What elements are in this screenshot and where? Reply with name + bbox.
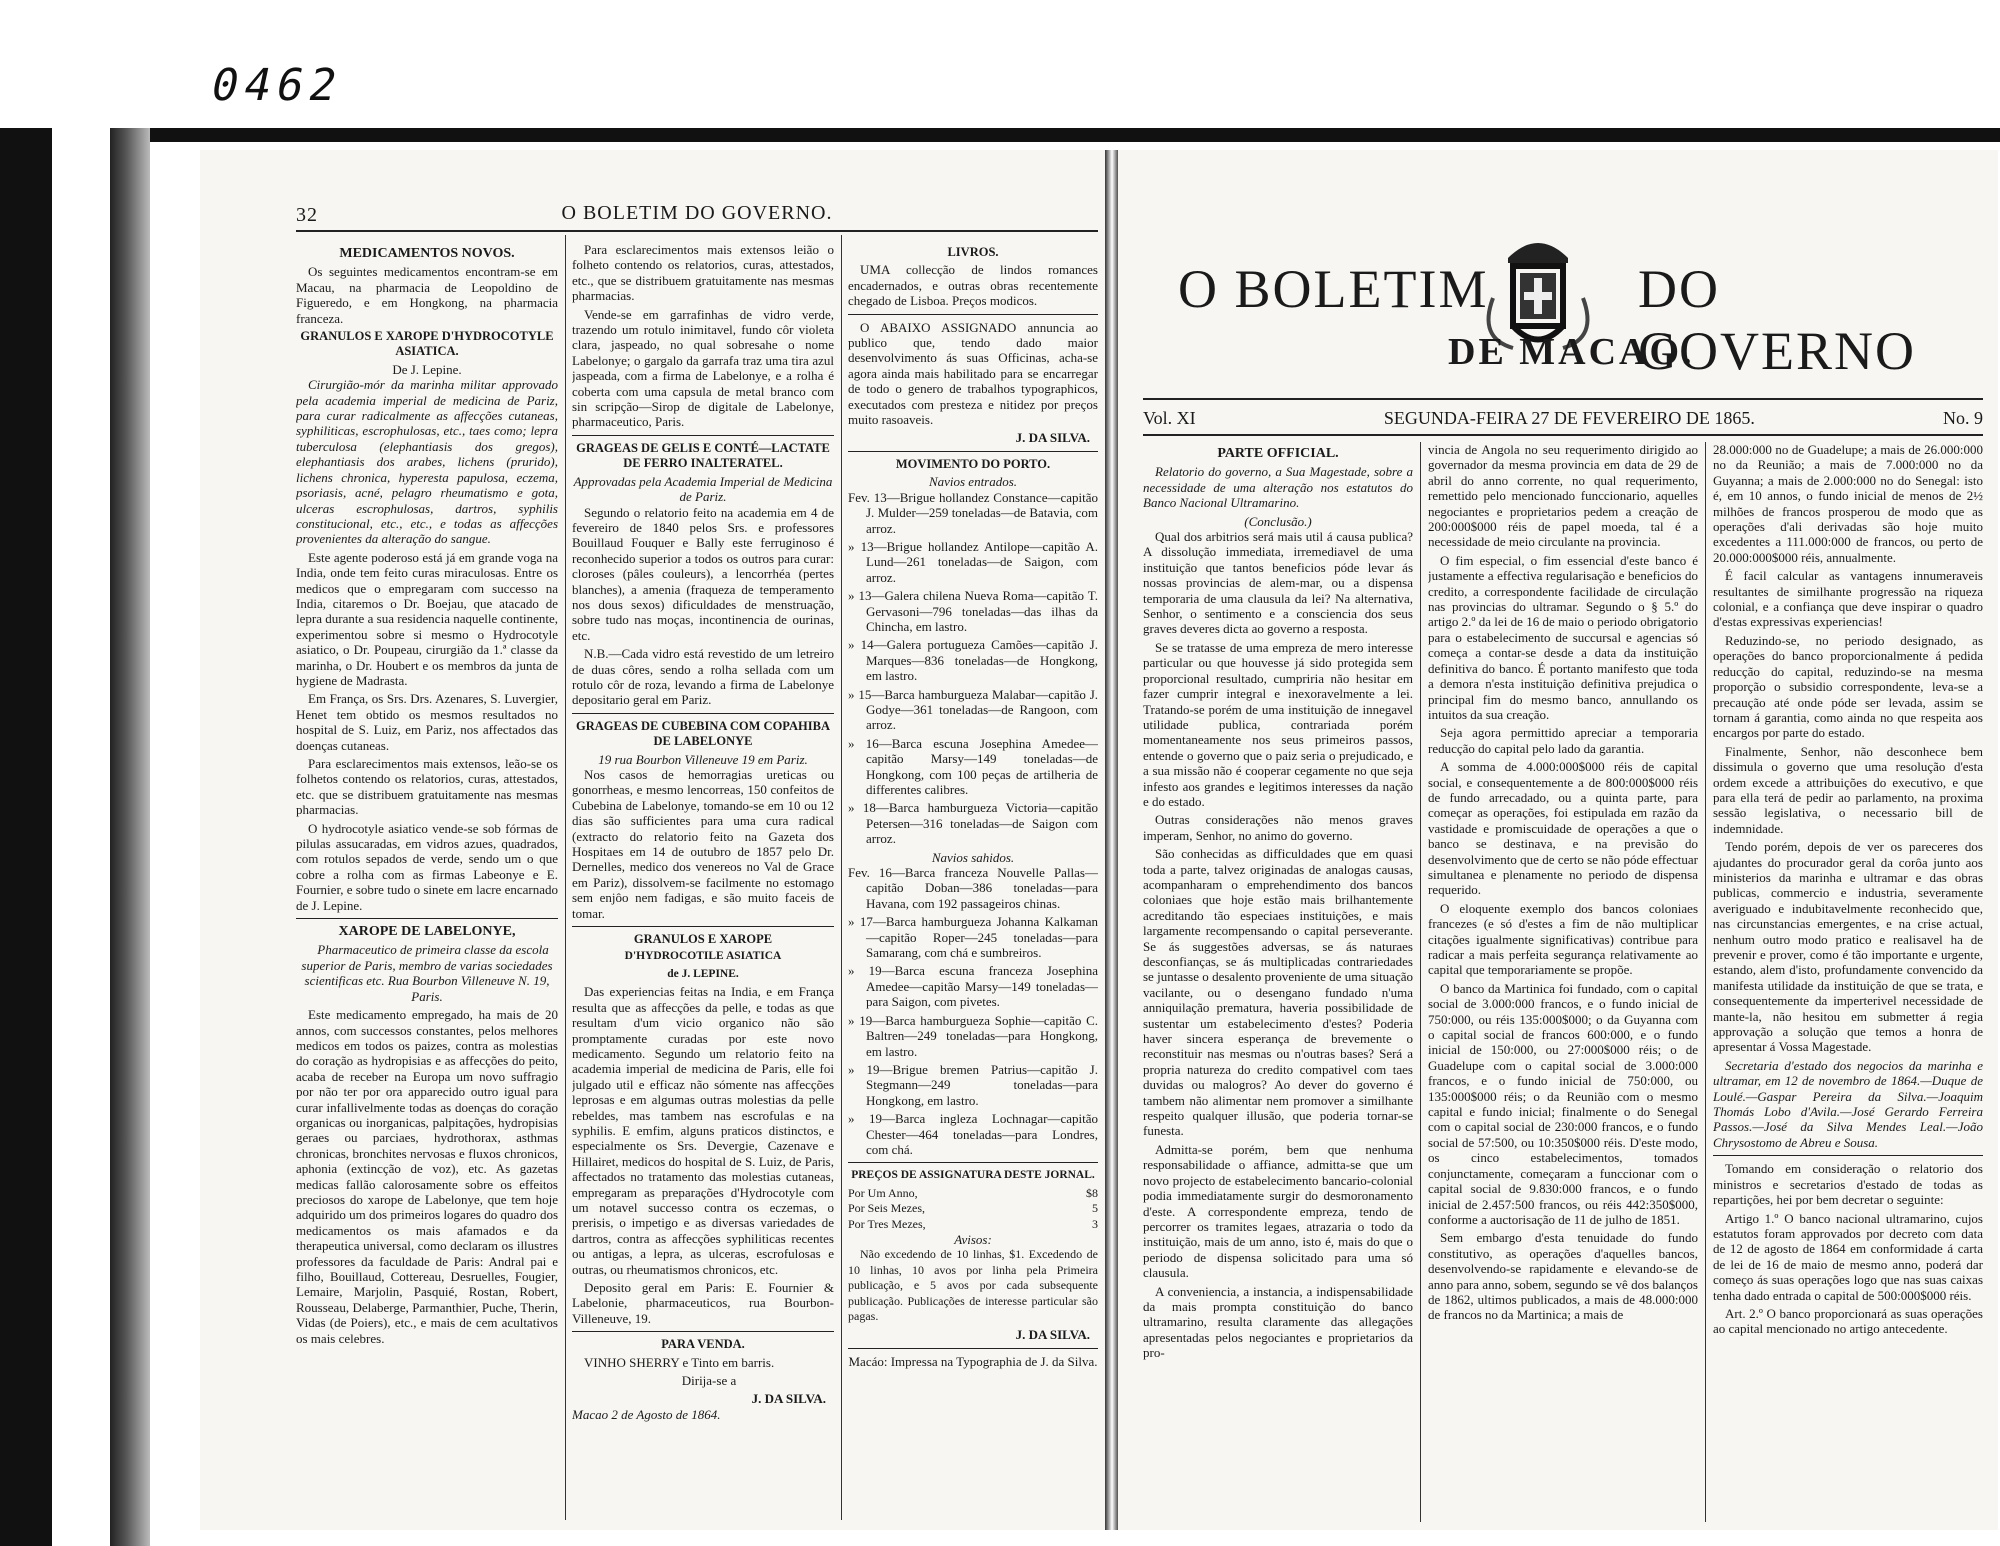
prices-table xyxy=(848,1186,1098,1232)
author-line: De J. Lepine. xyxy=(392,361,462,377)
paragraph: Tomando em consideração o relatorio dos ministros e secretarios d'estado de todas as repartições, hei por bem decretar o seguinte: xyxy=(1713,1161,1983,1208)
left-column-2 xyxy=(572,242,834,1522)
paragraph: Para esclarecimentos mais extensos, leão-se os folhetos contendo os relatorios, curas, attestados, etc. que se distribuem gratuitamente nas mesmas pharmacias. xyxy=(296,756,558,818)
price-row xyxy=(848,1201,1098,1216)
price-label: Por Tres Mezes, xyxy=(848,1216,926,1231)
masthead-title-left: O BOLETIM xyxy=(1178,259,1489,319)
departures-list xyxy=(848,865,1098,1157)
running-head xyxy=(296,200,1098,232)
divider xyxy=(848,1162,1098,1163)
paragraph: vincia de Angola no seu requerimento dirigido ao governador da mesma provincia em data de 29 de abril do anno corrente, no qual requerimento, remettido pelo mencionado funccionario, aquelles negociantes e proprietarios pedem a creação de 200:000$000 réis de papel moeda, tal é a necessidade de meio circulante na provincia. xyxy=(1428,442,1698,550)
shipping-entry: Fev. 16—Barca franceza Nouvelle Pallas—capitão Doban—386 toneladas—para Havana, com 192 passageiros chinas. xyxy=(848,865,1098,911)
left-column-3 xyxy=(848,242,1098,1522)
divider xyxy=(848,314,1098,315)
column-rule xyxy=(841,235,842,1520)
paragraph: Em França, os Srs. Drs. Azenares, S. Luvergier, Henet tem obtido os mesmos resultados no hospital de S. Luiz, em Pariz, nos affectados das doenças cutaneas. xyxy=(296,691,558,753)
paragraph: Qual dos arbitrios será mais util á causa publica? A dissolução immediata, irremediavel de uma instituição que tantos beneficios póde levar ás nossas provincias de alem-mar, ou a dispensa temporaria de uma clausula da lei? Na alternativa, Senhor, o sentimento e a consciencia dos seus graves deveres dicta ao governo a resposta. xyxy=(1143,529,1413,637)
avisos-text: Não excedendo de 10 linhas, $1. Excedendo de 10 linhas, 10 avos por linha pela Primeira publicação, e 5 avos por cada subsequente publicação. Publicações de interesse particular são pagas. xyxy=(848,1247,1098,1323)
page-gutter xyxy=(1105,150,1119,1530)
shipping-entry: » 19—Brigue bremen Patrius—capitão J. Stegmann—249 toneladas—para Hongkong, em lastro. xyxy=(848,1061,1098,1108)
subheading: Navios entrados. xyxy=(928,474,1018,490)
paragraph: Sem embargo d'esta tenuidade do fundo constitutivo, as operações d'aquelles bancos, desenvolvendo-se rapidamente e elevando-se de anno para anno, sobem, segundo se vê dos balanços de 1862, ultimos publicados, a mais de 48.000:000 de francos no da Martinica; a mais de xyxy=(1428,1230,1698,1323)
masthead-title-right: DO GOVERNO xyxy=(1638,259,1916,381)
signature: J. DA SILVA. xyxy=(1015,430,1090,446)
paragraph: A somma de 4.000:000$000 réis de capital social, e consequentemente a de 800:000$000 réis de fundo arrecadado, ou a quinta parte, para começar as operações, foi estipulada em razão da vastidade e promiscuidade de operações a que o banco se destinava, e na previsão do desenvolvimento que de certo se não póde effectuar simultanea e plenamente no periodo de dispensa requerido. xyxy=(1428,759,1698,898)
shipping-entry: » 16—Barca escuna Josephina Amedee—capitão Marsy—149 toneladas—de Hongkong, com 100 peças de artilheria de differentes calibres. xyxy=(848,735,1098,797)
continuation-note: (Conclusão.) xyxy=(1244,513,1312,529)
issue-rule xyxy=(1143,434,1983,436)
paragraph: VINHO SHERRY e Tinto em barris. xyxy=(584,1354,775,1370)
issue-date: SEGUNDA-FEIRA 27 DE FEVEREIRO DE 1865. xyxy=(1383,408,1755,428)
shipping-entry: » 14—Galera portugueza Camões—capitão J. Marques—836 toneladas—de Hongkong, em lastro. xyxy=(848,637,1098,684)
masthead xyxy=(1138,228,1988,388)
paragraph: Pharmaceutico de primeira classe da escola superior de Paris, membro de varias sociedades scientificas etc. Rua Bourbon Villeneuve N. 19, Paris. xyxy=(301,942,553,1004)
paragraph: Tendo porém, depois de ver os pareceres dos ajudantes do procurador geral da corôa junto aos ministerios da marinha e ultramar e das obras publicas, commercio e industria, severamente averiguado e indubitavelmente reconhecido que, nas circunstancias emergentes, e na crise actual, nenhum outro modo pratico e realisavel ha de prevenir e prover, como é tão importante e urgente, estando, alem d'isto, profundamente convencido da manifesta utilidade da instituição de que se trata, e consequentemente da imperterivel necessidade de mante-la, não hesitou em submetter á regia approvação a solução que temos a honra de apresentar á Vossa Magestade. xyxy=(1713,839,1983,1055)
price-row xyxy=(848,1217,1098,1232)
shipping-entry: » 13—Galera chilena Nueva Roma—capitão T. Gervasoni—796 toneladas—das ilhas da Chincha, em lastro. xyxy=(848,588,1098,634)
paragraph: Os seguintes medicamentos encontram-se em Macau, na pharmacia de Leopoldino de Figueredo, e em Hongkong, na pharmacia franceza. xyxy=(296,264,558,326)
subheading: 19 rua Bourbon Villeneuve 19 em Pariz. xyxy=(598,751,808,767)
right-column-1 xyxy=(1143,442,1413,1522)
shipping-entry: » 18—Barca hamburgueza Victoria—capitão Petersen—316 toneladas—de Saigon com arroz. xyxy=(848,800,1098,847)
film-frame-edge xyxy=(110,128,150,1546)
paragraph: O ABAIXO ASSIGNADO annuncia ao publico que, tendo dado maior desenvolvimento ás suas Officinas, acha-se agora ainda mais habilitado para se encarregar de todo o genero de trabalhos typographicos, executados com presteza e nitidez por preços muito rasoaveis. xyxy=(848,319,1098,428)
price-value: 5 xyxy=(1092,1201,1098,1216)
seller-name: J. DA SILVA. xyxy=(751,1391,826,1407)
heading-livros: LIVROS. xyxy=(947,245,999,259)
issue-number: No. 9 xyxy=(1943,408,1983,428)
report-intro: Relatorio do governo, a Sua Magestade, sobre a necessidade de uma alteração nos estatutos do Banco Nacional Ultramarino. xyxy=(1143,464,1413,511)
paragraph: Este agente poderoso está já em grande voga na India, onde tem feito curas miraculosas. Entre os medicos que o empregaram com successo na India, citaremos o Dr. Boejau, que atacado de lepra durante a sua residencia naquelle continente, experimentou sobre si mesmo o Hydrocotyle asiatico, o Dr. Poupeau, cirurgião da 1.ª classe da marinha, o Dr. Houbert e os membros da junta de hygiene de Madrasta. xyxy=(296,549,558,688)
author-line: de J. LEPINE. xyxy=(667,967,739,980)
paragraph: 28.000:000 no de Guadelupe; a mais de 26.000:000 no da Reunião; a mais de 7.000:000 no da Guyanna; a mais de 2.000:000 no do Senegal: isto é, em 10 annos, o fundo inicial de menos de 2½ milhões de francos prosperou de modo que as operações d'ali derivadas são hoje muito excedentes a 111.000:000 de francos, ou perto de 20.000:000$000 réis, annualmente. xyxy=(1713,442,1983,565)
divider xyxy=(572,926,834,927)
paragraph: N.B.—Cada vidro está revestido de um letreiro de duas côres, sendo a rolha sellada com um rotulo côr de roza, levando a firma de Labelonye depositario geral em Pariz. xyxy=(572,646,834,708)
shipping-entry: » 19—Barca ingleza Lochnagar—capitão Chester—464 toneladas—para Londres, com chá. xyxy=(848,1111,1098,1157)
paragraph: UMA collecção de lindos romances encadernados, e outras obras recentemente chegado de Lisboa. Preços modicos. xyxy=(848,262,1098,309)
signature: J. DA SILVA. xyxy=(1015,1327,1090,1343)
left-page xyxy=(200,150,1111,1530)
divider xyxy=(572,1331,834,1332)
subheading: Navios sahidos. xyxy=(931,849,1015,865)
volume-label: Vol. XI xyxy=(1143,408,1196,428)
divider xyxy=(848,1348,1098,1349)
film-frame-left xyxy=(0,128,52,1546)
heading-parte-official: PARTE OFFICIAL. xyxy=(1217,446,1339,461)
heading-granulos: GRANULOS E XAROPE D'HYDROCOTYLE ASIATICA. xyxy=(300,329,554,359)
heading-movimento: MOVIMENTO DO PORTO. xyxy=(895,456,1051,471)
page-number: 32 xyxy=(296,204,318,226)
heading-para-venda: PARA VENDA. xyxy=(661,1337,745,1352)
column-rule xyxy=(1420,442,1421,1522)
paragraph: Vende-se em garrafinhas de vidro verde, trazendo um rotulo inimitavel, fundo côr violeta clara, jaspeado, no qual sobresahe o nome Labelonye; o gargalo da garrafa traz uma tira azul jaspeada, com a firma de Labelonye, e a rolha é coberta com uma capsula de metal branco com sin scripção—Sirop de digitale de Labelonye, pharmaceutico, Paris. xyxy=(572,306,834,430)
paragraph: Seja agora permittido apreciar a temporaria reducção do capital pelo lado da garantia. xyxy=(1428,725,1698,756)
divider xyxy=(296,918,558,919)
heading-granulos-xarope: GRANULOS E XAROPE xyxy=(633,932,773,947)
reel-number: 0462 xyxy=(206,60,348,111)
paragraph: Segundo o relatorio feito na academia em 4 de fevereiro de 1840 pelos Srs. e professores Bouillaud Fouquer e Bally este ferruginoso é reconhecido superior a todos os outros para curar: cloroses (pâles couleurs), a lencorrhéa (pertes blanches), a amenia (fraqueza de temperamento nos dous sexos) dificuldades de menstruação, sobre tudo nas moças, incontinencia de ourinas, etc. xyxy=(572,504,834,643)
paragraph: O eloquente exemplo dos bancos coloniaes francezes (e só d'estes a fim de não multiplicar citações igualmente significativas) contribue para radicar a mais perfeita segurança relativamente ao capital que temporariamente se propõe. xyxy=(1428,900,1698,978)
avisos-label: Avisos: xyxy=(954,1231,992,1247)
paragraph: Este medicamento empregado, ha mais de 20 annos, com successos constantes, pelos melhores medicos em todos os paizes, contra as molestias do coração as hydropisias e as affecções do peito, acaba de receber na Europa um novo suffragio por não ter por ora apparecido outro igual para curar infallivelmente todas as doenças do coração organicas ou inorganicas, palpitações, hydropisias geraes ou parciaes, hydrothorax, asthmas chronicas, bronchites nervosas e fluxos chronicos, aphonia (extincção de voz), etc. As gazetas medicas fallão calorosamente sobre os effeitos preciosos do xarope de Labelonye, que tem hoje adquirido um dos primeiros logares do quadro dos medicamentos os mais afamados e da therapeutica universal, como declaram os illustres professores da faculdade de Paris: Andral pai e filho, Bouillaud, Cottereau, Desruelles, Fougier, Lemaire, Marjolin, Pasquié, Rostan, Robert, Rousseau, Delaberge, Parmanthier, Puche, Therin, Vidas (de Poiers), etc., e mais de cem acultativos os mais celebres. xyxy=(296,1007,558,1346)
heading-medicamentos: MEDICAMENTOS NOVOS. xyxy=(339,246,515,261)
column-rule xyxy=(565,235,566,1520)
paragraph: A conveniencia, a instancia, a indispensabilidade da mais prompta constituição do banco ultramarino, resulta claramente das allegações apresentadas pelos negociantes e proprietarios da pro- xyxy=(1143,1283,1413,1361)
paragraph: O fim especial, o fim essencial d'este banco é justamente a effectiva regularisação e beneficios do credito, a correspondente facilidade de circulação nas provincias do ultramar. Segundo o § 5.º do artigo 2.º da lei de 16 de maio o periodo obrigatorio para o estabelecimento de succursal e agencias só começa a contar-se desde a data da instituição definitiva do banco. É portanto manifesto que toda a demora n'esta instituição definitiva prejudica o principal fim do mesmo banco, annullando os intuitos da sua creação. xyxy=(1428,552,1698,722)
paragraph: Se se tratasse de uma empreza de mero interesse particular ou que houvesse já sido protegida sem proporcional resultado, cumpriria não hesitar em fazer cumprir integral e inexoravelmente a lei. Tratando-se porém de uma instituição de innegavel utilidade publica, contrariada porém momentaneamente nos seus primeiros passos, entende o governo que o paiz seria o prejudicado, e a sua missão não é cooperar cegamente no que seja infesto aos grandes e legitimos interesses da nação e do estado. xyxy=(1143,639,1413,809)
divider xyxy=(572,435,834,436)
divider xyxy=(572,713,834,714)
prices-title: PREÇOS DE ASSIGNATURA DESTE JORNAL. xyxy=(851,1169,1095,1182)
paragraph: Artigo 1.º O banco nacional ultramarino, cujos estatutos foram approvados por decreto com data de 12 de agosto de 1864 em conformidade á carta de lei de 16 de maio de mesmo anno, poderá dar começo ás suas operações logo que nas suas caixas tenha dado entrada o capital de 500:000$000 réis. xyxy=(1713,1210,1983,1303)
right-column-2 xyxy=(1428,442,1698,1522)
price-value: 3 xyxy=(1092,1216,1098,1231)
dateline: Macao 2 de Agosto de 1864. xyxy=(572,1406,721,1422)
film-frame-top xyxy=(140,128,2000,142)
left-column-1 xyxy=(296,242,558,1522)
price-label: Por Seis Mezes, xyxy=(848,1201,925,1216)
heading-cubebina: GRAGEAS DE CUBEBINA COM COPAHIBA DE LABELONYE xyxy=(576,718,830,749)
paragraph: É facil calcular as vantagens innumeraveis resultantes de similhante progressão na riqueza colonial, e a confiança que deve inspirar o quadro d'estas expressivas experiencias! xyxy=(1713,568,1983,630)
divider xyxy=(848,451,1098,452)
paragraph: São conhecidas as difficuldades que em quasi toda a parte, talvez originadas de analogas causas, acompanharam o emprehendimento dos bancos coloniaes que hoje estão mais brilhantemente acreditando tão especiaes instituições, e mais largamente recompensando o capital perseverante. Se ás suggestões adversas, se ás naturaes desconfianças, se ás multiplicadas contrariedades se juntasse o desalento proveniente de uma situação vacilante, ou o desengano fundado n'uma anniquilação prematura, haveria possibilidade de sustentar um estabelecimento d'estes? Poderia haver sincera esperança de brevemente o reconstituir nas mesmas ou n'outras bases? Será a propria natureza do credito compativel com taes duvidas ou malogros? Ao dever do governo é tambem não alimentar nem promover a similhante respeito qualquer illusão, que poderia tornar-se funesta. xyxy=(1143,846,1413,1139)
subheading: Approvadas pela Academia Imperial de Medicina de Pariz. xyxy=(573,473,833,505)
issue-line xyxy=(1143,408,1983,429)
imprint: Macáo: Impressa na Typographia de J. da Silva. xyxy=(848,1353,1098,1369)
running-title: O BOLETIM DO GOVERNO. xyxy=(561,202,833,224)
masthead-rule xyxy=(1143,398,1983,400)
paragraph: O hydrocotyle asiatico vende-se sob fórmas de pilulas assucaradas, em vidros azues, quadrados, com rotulos sepados de verde, sendo um o que cobre a rolha com as firmas Labeonye e E. Fournier, e sobre tudo o sinete em lacre encarnado de J. Lepine. xyxy=(296,820,558,913)
right-column-3 xyxy=(1713,442,1983,1522)
shipping-entry: Fev. 13—Brigue hollandez Constance—capitão J. Mulder—259 toneladas—de Batavia, com arroz. xyxy=(848,489,1098,536)
paragraph: Deposito geral em Paris: E. Fournier & Labelonie, pharmaceuticos, rua Bourbon-Villeneuve, 19. xyxy=(572,1280,834,1326)
divider xyxy=(1713,1155,1983,1156)
masthead-place: DE MACAO. xyxy=(1448,331,1695,373)
column-rule xyxy=(1705,442,1706,1522)
shipping-entry: » 17—Barca hamburgueza Johanna Kalkaman—capitão Roper—245 toneladas—para Samarang, com chá e sumbreiros. xyxy=(848,914,1098,961)
paragraph: Outras considerações não menos graves imperam, Senhor, no animo do governo. xyxy=(1143,812,1413,843)
shipping-entry: » 15—Barca hamburgueza Malabar—capitão J. Godye—361 toneladas—de Rangoon, com arroz. xyxy=(848,686,1098,733)
paragraph: Reduzindo-se, no periodo designado, as operações do banco proporcionalmente á pedida reducção do capital, reduzindo-se na mesma proporção o subsidio correspondente, leva-se a precaução até onde póde ser levada, assim se tornam á garantia, como ainda no que respeita aos encargos por parte do estado. xyxy=(1713,632,1983,741)
paragraph: Dirija-se a xyxy=(681,1373,737,1389)
paragraph: Art. 2.º O banco proporcionará as suas operações ao capital mencionado no artigo antecedente. xyxy=(1713,1305,1983,1337)
paragraph: Das experiencias feitas na India, e em França resulta que as affecções da pelle, e todas as que resultam d'um vicio organico não são promptamente curadas por este novo medicamento. Segundo um relatorio feito na academia imperial de medicina de Paris, elle foi julgado util e efficaz não sómente nas affecções leprosas e em algumas outras molestias da pelle rebeldes, mas tambem nas escrofulas e na syphilis. E emfim, alguns praticos distinctos, e especialmente os Srs. Devergie, Cazenave e Hillairet, medicos do hospital de S. Luiz, de Paris, affectados no tratamento das molestias cutaneas, empregaram as preparações d'Hydrocotyle com um notavel successo contra os eczemas, o prerisis, o impetigo e as diversas variedades de dartros, contra as affecções syphiliticas recentes ou antigas, a lepra, as ulceras, escrofulosas e outras, ou rheumatismos chronicos, etc. xyxy=(572,984,834,1277)
price-label: Por Um Anno, xyxy=(848,1185,918,1200)
paragraph: Secretaria d'estado dos negocios da marinha e ultramar, em 12 de novembro de 1864.—Duque de Loulé.—Gaspar Pereira da Silva.—Joaquim Thomás Lobo d'Avila.—José Gerardo Ferreira Passos.—José da Silva Mendes Leal.—João Chrysostomo de Abreu e Sousa. xyxy=(1713,1057,1983,1150)
shipping-entry: » 13—Brigue hollandez Antilope—capitão A. Lund—261 toneladas—de Saigon, com arroz. xyxy=(848,538,1098,585)
paragraph: Cirurgião-mór da marinha militar approvado pela academia imperial de medicina de Pariz, para curar radicalmente as affecções cutaneas, syphiliticas, escrophulosas, etc., taes como; lepra tuberculosa (elephantiasis dos gregos), elephantiasis dos arabes, lichens (prurido), lichens chronica, hyperesta papulosa, eczema, psoriasis, acné, pelagro rheumatismo e gota, ulceras escrophulosas, dartros, syphilis constitucional, etc., etc., e todas as affecções provenientes da alteração do sangue. xyxy=(296,377,558,547)
heading-xarope: XAROPE DE LABELONYE, xyxy=(338,924,516,940)
price-row xyxy=(848,1186,1098,1201)
shipping-entry: » 19—Barca escuna franceza Josephina Amedee—capitão Marsy—149 toneladas—para Saigon, com pivetes. xyxy=(848,963,1098,1010)
price-value: $8 xyxy=(1086,1185,1098,1200)
paragraph: Admitta-se porém, bem que nenhuma responsabilidade o affiance, admitta-se que um novo projecto de estabelecimento bancario-colonial podia immediatamente surgir do desmoronamento d'este. A correspondente empreza, tendo de percorrer os tramites legaes, atrazaria o todo da instituição, mais de um anno, isto é, mais do que o periodo de dispensa solicitado para uma só clausula. xyxy=(1143,1141,1413,1281)
paragraph: Nos casos de hemorragias ureticas ou gonorrheas, e mesmo lencorreas, 150 confeitos de Cubebina de Labelonye, tomando-se em 10 ou 12 dias são sufficientes para uma cura radical (extracto do relatorio feito na Gazeta dos Hospitaes em 14 de outubro de 1857 pelo Dr. Dernelles, medico dos venereos no Val de Grace em Pariz), dissolvem-se facilmente no estomago sem enjôo nem fadigas, e são muito faceis de tomar. xyxy=(572,767,834,921)
paragraph: Para esclarecimentos mais extensos leião o folheto contendo os relatorios, curas, attestados, etc., que se distribuem gratuitamente nas mesmas pharmacias. xyxy=(572,242,834,304)
shipping-entry: » 19—Barca hamburgueza Sophie—capitão C. Baltren—249 toneladas—para Hongkong, em lastro. xyxy=(848,1012,1098,1059)
paragraph: O banco da Martinica foi fundado, com o capital social de 3.000:000 francos, e o fundo inicial de 750:000, ou réis 135:000$000; o da Guyanna com o capital social de francos 600:000, e o fundo inicial de 150:000, ou 27:000$000 réis; o de Guadelupe com o capital social de 3.000:000 francos, e o fundo inicial de 750:000, ou 135:000$000 réis; o da Reunião com o mesmo capital e fundo inicial; finalmente o do Senegal com o capital social de 230:000 francos, e o fundo social de 57:500, ou 10:350$000 réis. D'este modo, os cinco estabelecimentos, tomados conjunctamente, começaram a funccionar com o capital social de 9.830:000 francos, e o fundo inicial de 2.457:500 francos, ou réis 442:350$000, conforme a auctorisação de 11 de julho de 1851. xyxy=(1428,980,1698,1227)
paragraph: Finalmente, Senhor, não desconhece bem dissimula o governo que uma resolução d'esta ordem excede a attribuições do executivo, e que para ella terá de pedir ao parlamento, na proxima sessão legislativa, o necessario bill de indemnidade. xyxy=(1713,743,1983,836)
right-page xyxy=(1118,150,1998,1530)
heading-grageas: GRAGEAS DE GELIS E CONTÉ—LACTATE DE FERRO INALTERATEL. xyxy=(576,440,830,471)
arrivals-list xyxy=(848,490,1098,847)
subheading: D'HYDROCOTILE ASIATICA xyxy=(624,950,782,963)
